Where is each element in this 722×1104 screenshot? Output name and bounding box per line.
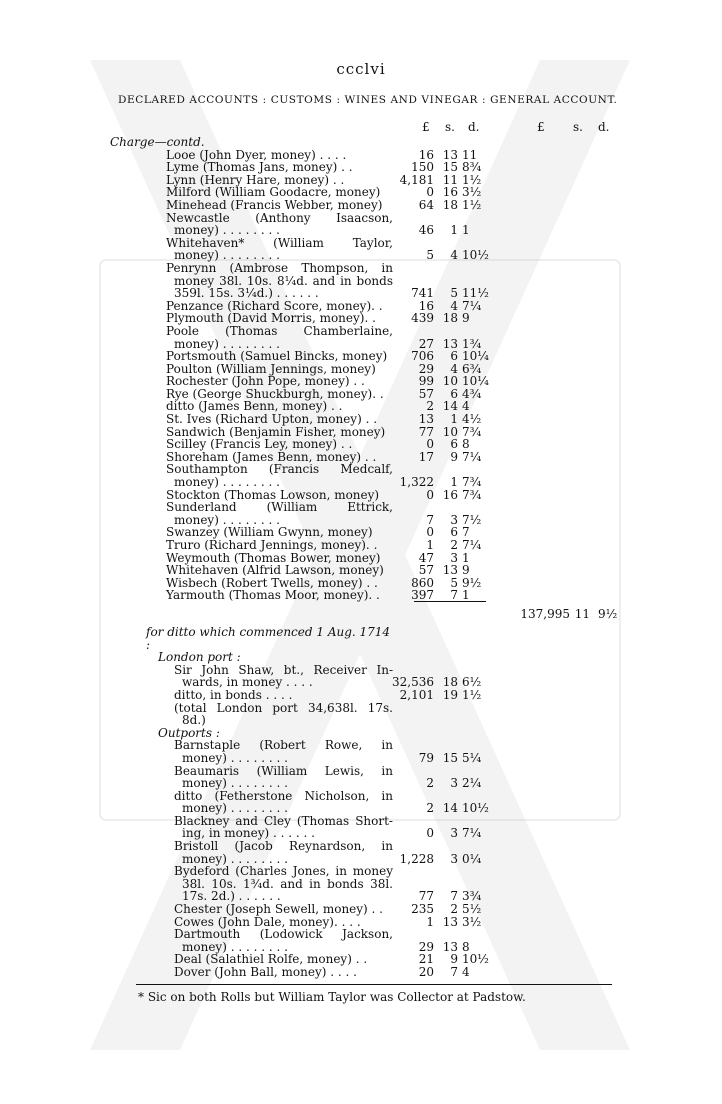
amount-pence: 11½ [462, 286, 489, 301]
amount-shillings: 4 [450, 298, 458, 313]
row-label: Chester (Joseph Sewell, money) . . [174, 902, 383, 917]
row-label: money) . . . . . . . . [182, 750, 288, 765]
amount [400, 161, 492, 174]
amount-shillings: 6 [450, 437, 458, 452]
amount-pence: 7¾ [462, 487, 482, 502]
account-row [110, 375, 610, 388]
amount-pounds: 4,181 [399, 172, 434, 187]
amount-pounds: 16 [418, 298, 434, 313]
row-label: Bristoll (Jacob Reynardson, in [174, 839, 393, 854]
row-label: Sandwich (Benjamin Fisher, money) [166, 424, 386, 439]
amount [400, 853, 492, 866]
amount [400, 752, 492, 765]
amount-pounds: 150 [411, 160, 434, 175]
row-label: Shoreham (James Benn, money) . . [166, 449, 377, 464]
row-label: Beaumaris (William Lewis, in [174, 763, 393, 778]
account-row [110, 689, 610, 702]
amount-pence: 6¾ [462, 361, 482, 376]
amount [400, 489, 492, 502]
amount-shillings: 7 [450, 889, 458, 904]
amount-pounds: 0 [426, 487, 434, 502]
amount-pence: 10½ [462, 801, 489, 816]
amount-pounds: 16 [418, 147, 434, 162]
row-label: Whitehaven (Alfrid Lawson, money) [166, 563, 384, 578]
amount-shillings: 9 [450, 449, 458, 464]
amount-pence: 1¾ [462, 336, 482, 351]
amount-pence: 9½ [462, 575, 482, 590]
amount-pence: 1½ [462, 197, 482, 212]
amount-pence: 6½ [462, 675, 482, 690]
amount-shillings: 1 [450, 412, 458, 427]
amount-shillings: 19 [442, 687, 458, 702]
account-row [110, 802, 610, 815]
row-label: Wisbech (Robert Twells, money) . . [166, 575, 378, 590]
amount-pence: 1½ [462, 687, 482, 702]
amount [400, 438, 492, 451]
amount-shillings: 6 [450, 386, 458, 401]
amount [400, 689, 492, 702]
amount [400, 903, 492, 916]
account-row [110, 476, 610, 489]
amount-shillings: 11 [442, 172, 458, 187]
amount-pence: 7¼ [462, 826, 482, 841]
amount-pounds: 741 [411, 286, 434, 301]
amount-pence: 4¾ [462, 386, 482, 401]
row-label: London port : [158, 650, 241, 665]
amount-pence: 7½ [462, 512, 482, 527]
amount-pounds: 0 [426, 437, 434, 452]
amount-pence: 7¼ [462, 538, 482, 552]
account-row [110, 287, 610, 300]
row-label: ing, in money) . . . . . . [182, 826, 315, 841]
row-label: Minehead (Francis Webber, money) [166, 197, 383, 212]
amount [400, 564, 492, 577]
account-row [110, 928, 610, 941]
amount-pounds: 77 [418, 889, 434, 904]
amount-pounds: 79 [418, 750, 434, 765]
row-label: ditto, in bonds . . . . [174, 687, 293, 702]
amount-shillings: 15 [442, 750, 458, 765]
row-label: Weymouth (Thomas Bower, money) [166, 550, 381, 565]
account-table [110, 135, 618, 979]
footnote-rule [136, 984, 612, 985]
row-label: money) . . . . . . . . [182, 801, 288, 816]
amount [400, 916, 492, 929]
amount [400, 514, 492, 527]
amount-shillings: 14 [442, 399, 458, 414]
row-label: 17s. 2d.) . . . . . . [182, 889, 281, 904]
row-label: Yarmouth (Thomas Moor, money). . [166, 588, 380, 603]
account-row [110, 438, 610, 451]
row-label: Lyme (Thomas Jans, money) . . [166, 160, 353, 175]
amount-shillings: 3 [450, 550, 458, 565]
amount-pence: 3½ [462, 914, 482, 929]
row-label: 38l. 10s. 1¾d. and in bonds 38l. [182, 876, 393, 891]
row-label: wards, in money . . . . [182, 675, 313, 690]
amount-shillings: 10 [442, 374, 458, 389]
amount-pounds: 77 [418, 424, 434, 439]
row-label: Stockton (Thomas Lowson, money) [166, 487, 380, 502]
amount-pounds: 21 [418, 952, 434, 967]
row-label: Bydeford (Charles Jones, in money [174, 864, 393, 879]
row-label: Dover (John Ball, money) . . . . [174, 965, 357, 979]
account-row [110, 564, 610, 577]
amount-shillings: 13 [442, 563, 458, 578]
amount-pence: 4½ [462, 412, 482, 427]
row-label: Rye (George Shuckburgh, money). . [166, 386, 384, 401]
subtotal-rule [414, 601, 486, 602]
column-header-shillings: s. [445, 120, 455, 134]
row-label: Charge—contd. [110, 135, 205, 149]
section-heading [110, 651, 610, 664]
amount [400, 224, 492, 237]
amount-pence: 8 [462, 437, 470, 452]
row-label: St. Ives (Richard Upton, money) . . [166, 412, 378, 427]
row-label: 8d.) [182, 713, 206, 728]
account-row [110, 161, 610, 174]
row-label: money) . . . . . . . . [174, 475, 280, 490]
amount-pence: 1½ [462, 172, 482, 187]
row-label: Outports : [158, 725, 220, 740]
row-label: Deal (Salathiel Rolfe, money) . . [174, 952, 368, 967]
amount-pounds: 2,101 [399, 687, 434, 702]
row-label: (total London port 34,638l. 17s. [174, 700, 393, 715]
amount-pounds: 47 [418, 550, 434, 565]
amount-pence: 11 [462, 147, 478, 162]
row-label: Milford (William Goodacre, money) [166, 185, 381, 200]
amount-shillings: 18 [442, 675, 458, 690]
total-shillings: 11 [574, 606, 590, 621]
amount-pounds: 13 [418, 412, 434, 427]
amount-pence: 10½ [462, 248, 489, 263]
amount-pounds: 706 [411, 349, 434, 364]
amount-pence: 1 [462, 550, 470, 565]
amount-shillings: 6 [450, 349, 458, 364]
amount [400, 249, 492, 262]
amount-pounds: 5 [426, 248, 434, 263]
amount-shillings: 16 [442, 185, 458, 200]
amount-pounds: 860 [411, 575, 434, 590]
amount-pounds: 57 [418, 386, 434, 401]
amount [400, 476, 492, 489]
amount-pence: 7¾ [462, 475, 482, 490]
account-row [110, 501, 610, 514]
amount-shillings: 14 [442, 801, 458, 816]
row-label: Newcastle (Anthony Isaacson, [166, 210, 393, 225]
row-label: Sunderland (William Ettrick, [166, 500, 393, 515]
column-header-pounds: £ [422, 120, 430, 134]
row-label: Barnstaple (Robert Rowe, in [174, 738, 393, 753]
running-head: DECLARED ACCOUNTS : CUSTOMS : WINES AND VINEGAR : GENERAL ACCOUNT. [118, 94, 618, 106]
total-pence: 9½ [598, 606, 618, 621]
row-label: Rochester (John Pope, money) . . [166, 374, 365, 389]
amount [400, 287, 492, 300]
row-label: money) . . . . . . . . [174, 223, 280, 238]
amount-shillings: 4 [450, 248, 458, 263]
total-pounds: 137,995 [520, 606, 570, 621]
amount [400, 413, 492, 426]
amount-pence: 7¼ [462, 449, 482, 464]
amount-shillings: 1 [450, 223, 458, 238]
amount-shillings: 3 [450, 826, 458, 841]
row-label: money 38l. 10s. 8¼d. and in bonds [174, 273, 393, 288]
amount-pounds: 64 [418, 197, 434, 212]
column-header-total-pence: d. [598, 120, 610, 134]
amount-pounds: 2 [426, 399, 434, 414]
amount [400, 777, 492, 790]
amount-shillings: 6 [450, 525, 458, 540]
row-label: Whitehaven* (William Taylor, [166, 235, 393, 250]
amount-pence: 3¾ [462, 889, 482, 904]
section-heading [110, 626, 610, 651]
amount-pence: 10¼ [462, 349, 489, 364]
amount-pence: 7¾ [462, 424, 482, 439]
amount [400, 966, 492, 979]
footnote: * Sic on both Rolls but William Taylor was Collector at Padstow. [138, 990, 526, 1004]
row-label: Southampton (Francis Medcalf, [166, 462, 393, 477]
total-amount [510, 608, 620, 621]
amount-shillings: 3 [450, 851, 458, 866]
amount-pence: 4 [462, 399, 470, 414]
page-number: ccclvi [336, 60, 386, 78]
amount-pounds: 29 [418, 361, 434, 376]
amount-pence: 10½ [462, 952, 489, 967]
account-row [110, 714, 610, 727]
amount-pence: 7¼ [462, 298, 482, 313]
amount-pence: 0¼ [462, 851, 482, 866]
row-label: Truro (Richard Jennings, money). . [166, 538, 378, 552]
amount-pounds: 439 [411, 311, 434, 326]
amount-shillings: 5 [450, 286, 458, 301]
account-row [110, 865, 610, 878]
amount-pence: 1 [462, 588, 470, 603]
row-label: ditto (Fetherstone Nicholson, in [174, 788, 393, 803]
amount-pence: 8¾ [462, 160, 482, 175]
row-label: Poulton (William Jennings, money) [166, 361, 376, 376]
amount-pence: 9 [462, 563, 470, 578]
amount [400, 426, 492, 439]
amount-shillings: 3 [450, 512, 458, 527]
amount-pounds: 7 [426, 512, 434, 527]
amount-shillings: 18 [442, 311, 458, 326]
row-label: money) . . . . . . . . [182, 939, 288, 954]
amount-shillings: 10 [442, 424, 458, 439]
row-label: money) . . . . . . . . [182, 851, 288, 866]
amount-pounds: 0 [426, 826, 434, 841]
amount-pence: 9 [462, 311, 470, 326]
amount-pence: 2¼ [462, 776, 482, 791]
section-heading [110, 136, 610, 149]
amount-shillings: 3 [450, 776, 458, 791]
amount-shillings: 18 [442, 197, 458, 212]
row-label: Penzance (Richard Score, money). . [166, 298, 383, 313]
amount-pounds: 2 [426, 776, 434, 791]
amount [400, 350, 492, 363]
row-label: Looe (John Dyer, money) . . . . [166, 147, 347, 162]
amount-pounds: 1 [426, 914, 434, 929]
account-row [110, 840, 610, 853]
account-row [110, 413, 610, 426]
amount-pounds: 20 [418, 965, 434, 979]
amount-shillings: 15 [442, 160, 458, 175]
amount-shillings: 2 [450, 538, 458, 552]
amount-pounds: 46 [418, 223, 434, 238]
amount-shillings: 7 [450, 588, 458, 603]
row-label: Portsmouth (Samuel Bincks, money) [166, 349, 388, 364]
row-label: Scilley (Francis Ley, money) . . [166, 437, 353, 452]
amount [400, 375, 492, 388]
account-row [110, 199, 610, 212]
account-row [110, 350, 610, 363]
amount-pence: 7 [462, 525, 470, 540]
amount-shillings: 5 [450, 575, 458, 590]
amount-pounds: 32,536 [392, 675, 434, 690]
column-header-pence: d. [468, 120, 480, 134]
amount-pounds: 29 [418, 939, 434, 954]
row-label: Poole (Thomas Chamberlaine, [166, 323, 393, 338]
amount-shillings: 13 [442, 939, 458, 954]
account-row [110, 224, 610, 237]
amount-shillings: 16 [442, 487, 458, 502]
amount [400, 827, 492, 840]
column-header-left [400, 120, 492, 134]
amount-pounds: 0 [426, 185, 434, 200]
column-header-total-pounds: £ [537, 120, 545, 134]
amount-pence: 10¼ [462, 374, 489, 389]
amount-shillings: 2 [450, 902, 458, 917]
row-label: 359l. 15s. 3¼d.) . . . . . . [174, 286, 319, 301]
amount-pounds: 2 [426, 801, 434, 816]
row-label: Cowes (John Dale, money). . . . [174, 914, 361, 929]
amount-pence: 8 [462, 939, 470, 954]
amount-shillings: 13 [442, 147, 458, 162]
amount-pence: 1 [462, 223, 470, 238]
column-header-total-shillings: s. [573, 120, 583, 134]
row-label: Dartmouth (Lodowick Jackson, [174, 927, 393, 942]
amount-shillings: 13 [442, 336, 458, 351]
account-row [110, 589, 610, 602]
amount-pounds: 99 [418, 374, 434, 389]
account-row [110, 752, 610, 765]
account-row [110, 262, 610, 275]
amount-shillings: 4 [450, 361, 458, 376]
amount-pounds: 235 [411, 902, 434, 917]
row-label: Sir John Shaw, bt., Receiver In- [174, 662, 393, 677]
amount-shillings: 7 [450, 965, 458, 979]
row-label: money) . . . . . . . . [182, 776, 288, 791]
amount-pounds: 1,322 [399, 475, 434, 490]
amount-pence: 5½ [462, 902, 482, 917]
row-label: Blackney and Cley (Thomas Short- [174, 813, 393, 828]
amount [400, 451, 492, 464]
row-label: Swanzey (William Gwynn, money) [166, 525, 373, 540]
amount-pounds: 57 [418, 563, 434, 578]
row-label: money) . . . . . . . . [174, 512, 280, 527]
amount [400, 802, 492, 815]
amount [400, 539, 492, 552]
amount [400, 953, 492, 966]
total-row [110, 602, 618, 622]
amount-shillings: 13 [442, 914, 458, 929]
amount-pence: 4 [462, 965, 470, 979]
amount-pounds: 27 [418, 336, 434, 351]
amount-pounds: 1 [426, 538, 434, 552]
amount-shillings: 1 [450, 475, 458, 490]
amount [400, 199, 492, 212]
account-row [110, 777, 610, 790]
row-label: Penrynn (Ambrose Thompson, in [166, 260, 393, 275]
amount-pounds: 0 [426, 525, 434, 540]
row-label: Lynn (Henry Hare, money) . . [166, 172, 345, 187]
account-row [110, 539, 610, 552]
account-row [110, 903, 610, 916]
row-label: ditto (James Benn, money) . . [166, 399, 343, 414]
column-header-right [510, 120, 620, 134]
amount [400, 312, 492, 325]
row-label: Plymouth (David Morris, money). . [166, 311, 376, 326]
amount-pence: 5¼ [462, 750, 482, 765]
row-label: money) . . . . . . . . [174, 336, 280, 351]
account-row [110, 966, 610, 979]
amount-pounds: 17 [418, 449, 434, 464]
amount-pounds: 397 [411, 588, 434, 603]
row-label: money) . . . . . . . . [174, 248, 280, 263]
row-label: for ditto which commenced 1 Aug. 1714 : [146, 624, 391, 652]
amount-shillings: 9 [450, 952, 458, 967]
account-row [110, 325, 610, 338]
amount-pence: 3½ [462, 185, 482, 200]
amount-pounds: 1,228 [399, 851, 434, 866]
